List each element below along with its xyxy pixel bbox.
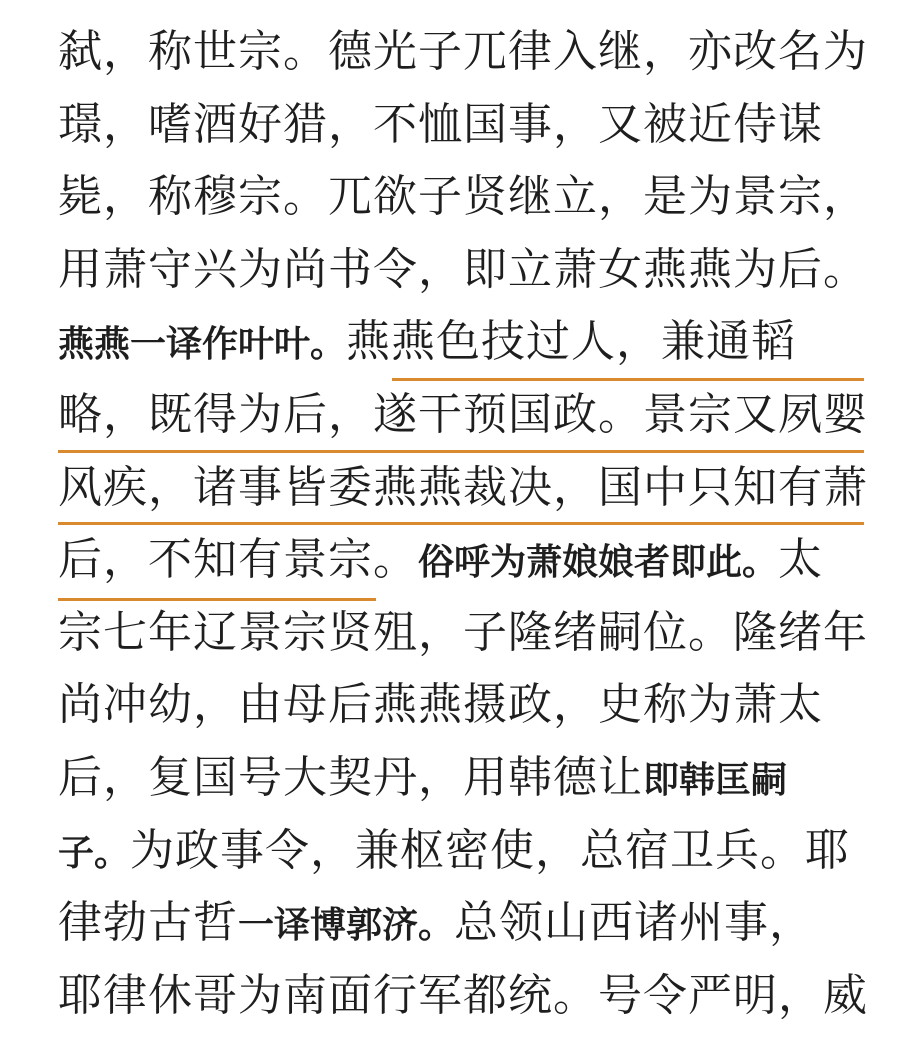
body-text: 尚冲幼，由母后燕燕摄政，史称为萧太 [58,679,823,731]
text-line [58,385,866,445]
highlight-underline[interactable] [58,522,864,525]
body-text: 总领山西诸州事， [454,897,815,949]
text-line [58,748,866,808]
body-text: 律勃古哲 [58,897,238,949]
body-text: 宗七年辽景宗贤殂，子隆绪嗣位。隆绪年 [58,606,868,658]
text-line [58,167,866,227]
text-line [58,603,866,663]
annotation-text: 子。 [58,832,131,874]
body-text: 太 [778,534,824,586]
body-text: 璟，嗜酒好猎，不恤国事，又被近侍谋 [58,98,823,150]
text-line [58,95,866,155]
text-line [58,893,866,953]
highlight-underline[interactable] [58,598,376,601]
text-line [58,675,866,735]
annotation-text: 俗呼为萧娘娘者即此。 [418,542,779,584]
highlight-underline[interactable] [58,450,864,453]
body-text: 后，复国号大契丹，用韩德让 [58,752,643,803]
annotation-text: 燕燕一译作叶叶。 [58,324,347,366]
body-text: 毙，称穆宗。兀欲子贤继立，是为景宗， [58,171,868,223]
annotation-text: 一译博郭济。 [238,905,455,947]
highlight-underline[interactable] [392,378,864,381]
text-line [58,966,866,1026]
body-text: 弑，称世宗。德光子兀律入继，亦改名为 [58,26,868,77]
body-text: 风疾，诸事皆委燕燕裁决，国中只知有萧 [58,461,868,513]
body-text: 略，既得为后，遂干预国政。景宗又夙婴 [58,389,868,440]
body-text: 用萧守兴为尚书令，即立萧女燕燕为后。 [58,243,868,295]
annotation-text: 即韩匡嗣 [643,760,788,801]
body-text: 耶律休哥为南面行军都统。号令严明，威 [58,969,868,1021]
body-text: 为政事令，兼枢密使，总宿卫兵。耶 [130,824,851,876]
body-text: 后，不知有景宗。 [58,534,418,586]
body-text: 燕燕色技过人，兼通韬 [346,316,797,368]
text-line [58,821,866,881]
text-line [58,240,866,300]
text-line [58,530,866,590]
text-line [58,312,866,372]
text-line [58,22,866,82]
text-line [58,458,866,518]
